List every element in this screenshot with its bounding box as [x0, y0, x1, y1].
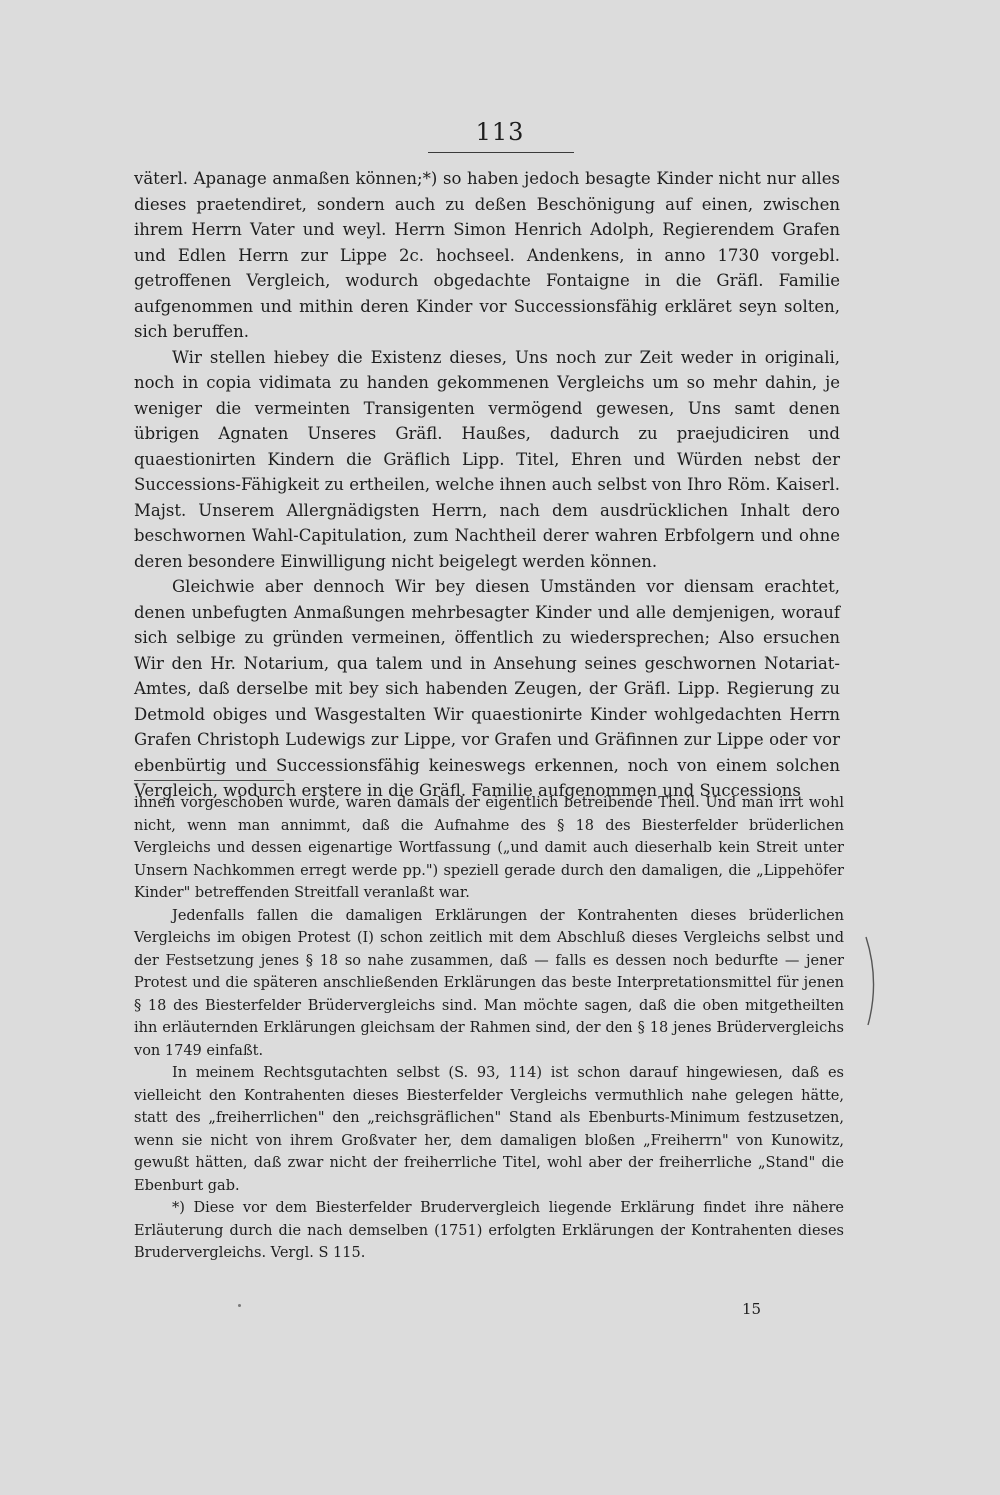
body-paragraph-2: Wir stellen hiebey die Existenz dieses, Uns noch zur Zeit weder in originali, noch in copia vidimata zu handen gekommenen Vergleichs um so mehr dahin, je weniger die vermeinten Transigenten vermögend gewesen, Uns samt denen übrigen Agnaten Unseres Gräfl. Haußes, dadurch zu praejudiciren und quaestionirten Kindern die Gräflich Lipp. Titel, Ehren und Würden nebst der Successions-Fähigkeit zu ertheilen, welche ihnen auch selbst von Ihro Röm. Kaiserl. Majst. Unserem Allergnädigsten Herrn, nach dem ausdrücklichen Inhalt dero beschwornen Wahl-Capitulation, zum Nachtheil derer wahren Erbfolgern und ohne deren besondere Einwilligung nicht beigelegt werden können.	[134, 347, 840, 571]
margin-bracket-mark	[862, 935, 884, 1027]
body-paragraph-1: väterl. Apanage anmaßen können;*) so haben jedoch besagte Kinder nicht nur alles dieses praetendiret, sondern auch zu deßen Beschönigung auf einen, zwischen ihrem Herrn Vater und weyl. Herrn Simon Henrich Adolph, Regierendem Grafen und Edlen Herrn zur Lippe 2c. hochseel. Andenkens, in anno 1730 vorgebl. getroffenen Vergleich, wodurch obgedachte Fontaigne in die Gräfl. Familie aufgenommen und mithin deren Kinder vor Successionsfähig erkläret seyn solten, sich beruffen.	[134, 169, 840, 341]
footnote-paragraph-4: *) Diese vor dem Biesterfelder Brudervergleich liegende Erklärung findet ihre nähere Erläuterung durch die nach demselben (1751) erfolgten Erklärungen der Kontrahenten dieses Brudervergleichs. Vergl. S 115.	[134, 1200, 844, 1261]
footnote-text	[134, 792, 844, 1265]
main-text	[134, 166, 840, 804]
header-rule	[428, 152, 574, 153]
footnote-paragraph-3: In meinem Rechtsgutachten selbst (S. 93, 114) ist schon darauf hingewiesen, daß es vielleicht den Kontrahenten dieses Biesterfelder Vergleichs vermuthlich nahe gelegen hätte, statt des „freiherrlichen" den „reichsgräflichen" Stand als Ebenburts-Minimum festzusetzen, wenn sie nicht von ihrem Großvater her, dem damaligen bloßen „Freiherrn" von Kunowitz, gewußt hätten, daß zwar nicht der freiherrliche Titel, wohl aber der freiherrliche „Stand" die Ebenburt gab.	[134, 1065, 844, 1194]
footnote-paragraph-2: Jedenfalls fallen die damaligen Erklärungen der Kontrahenten dieses brüderlichen Vergleichs im obigen Protest (I) schon zeitlich mit dem Abschluß dieses Vergleichs selbst und der Festsetzung jenes § 18 so nahe zusammen, daß — falls es dessen noch bedurfte — jener Protest und die späteren anschließenden Erklärungen das beste Interpretationsmittel für jenen § 18 des Biesterfelder Brüdervergleichs sind. Man möchte sagen, daß die oben mitgetheilten ihn erläuternden Erklärungen gleichsam der Rahmen sind, der den § 18 jenes Brüdervergleichs von 1749 einfaßt.	[134, 907, 844, 1059]
printer-signature: 15	[742, 1300, 762, 1318]
print-speck	[238, 1304, 241, 1307]
footnote-paragraph-1: ihnen vorgeschoben wurde, waren damals der eigentlich betreibende Theil. Und man irrt wohl nicht, wenn man annimmt, daß die Aufnahme des § 18 des Biesterfelder brüderlichen Vergleichs und dessen eigenartige Wortfassung („und damit auch dieserhalb kein Streit unter Unsern Nachkommen erregt werde pp.") speziell gerade durch den damaligen, die „Lippehöfer Kinder" betreffenden Streitfall veranlaßt war.	[134, 795, 844, 901]
page-number: 113	[475, 118, 525, 146]
body-paragraph-3: Gleichwie aber dennoch Wir bey diesen Umständen vor diensam erachtet, denen unbefugten Anmaßungen mehrbesagter Kinder und alle demjenigen, worauf sich selbige zu gründen vermeinen, öffentlich zu wiedersprechen; Also ersuchen Wir den Hr. Notarium, qua talem und in Ansehung seines geschwornen Notariat-Amtes, daß derselbe mit bey sich habenden Zeugen, der Gräfl. Lipp. Regierung zu Detmold obiges und Wasgestalten Wir quaestionirte Kinder wohlgedachten Herrn Grafen Christoph Ludewigs zur Lippe, vor Grafen und Gräfinnen zur Lippe oder vor ebenbürtig und Successionsfähig keineswegs erkennen, noch von einem solchen Vergleich, wodurch erstere in die Gräfl. Familie aufgenommen und Successions	[134, 577, 840, 800]
footnote-rule	[134, 780, 284, 781]
